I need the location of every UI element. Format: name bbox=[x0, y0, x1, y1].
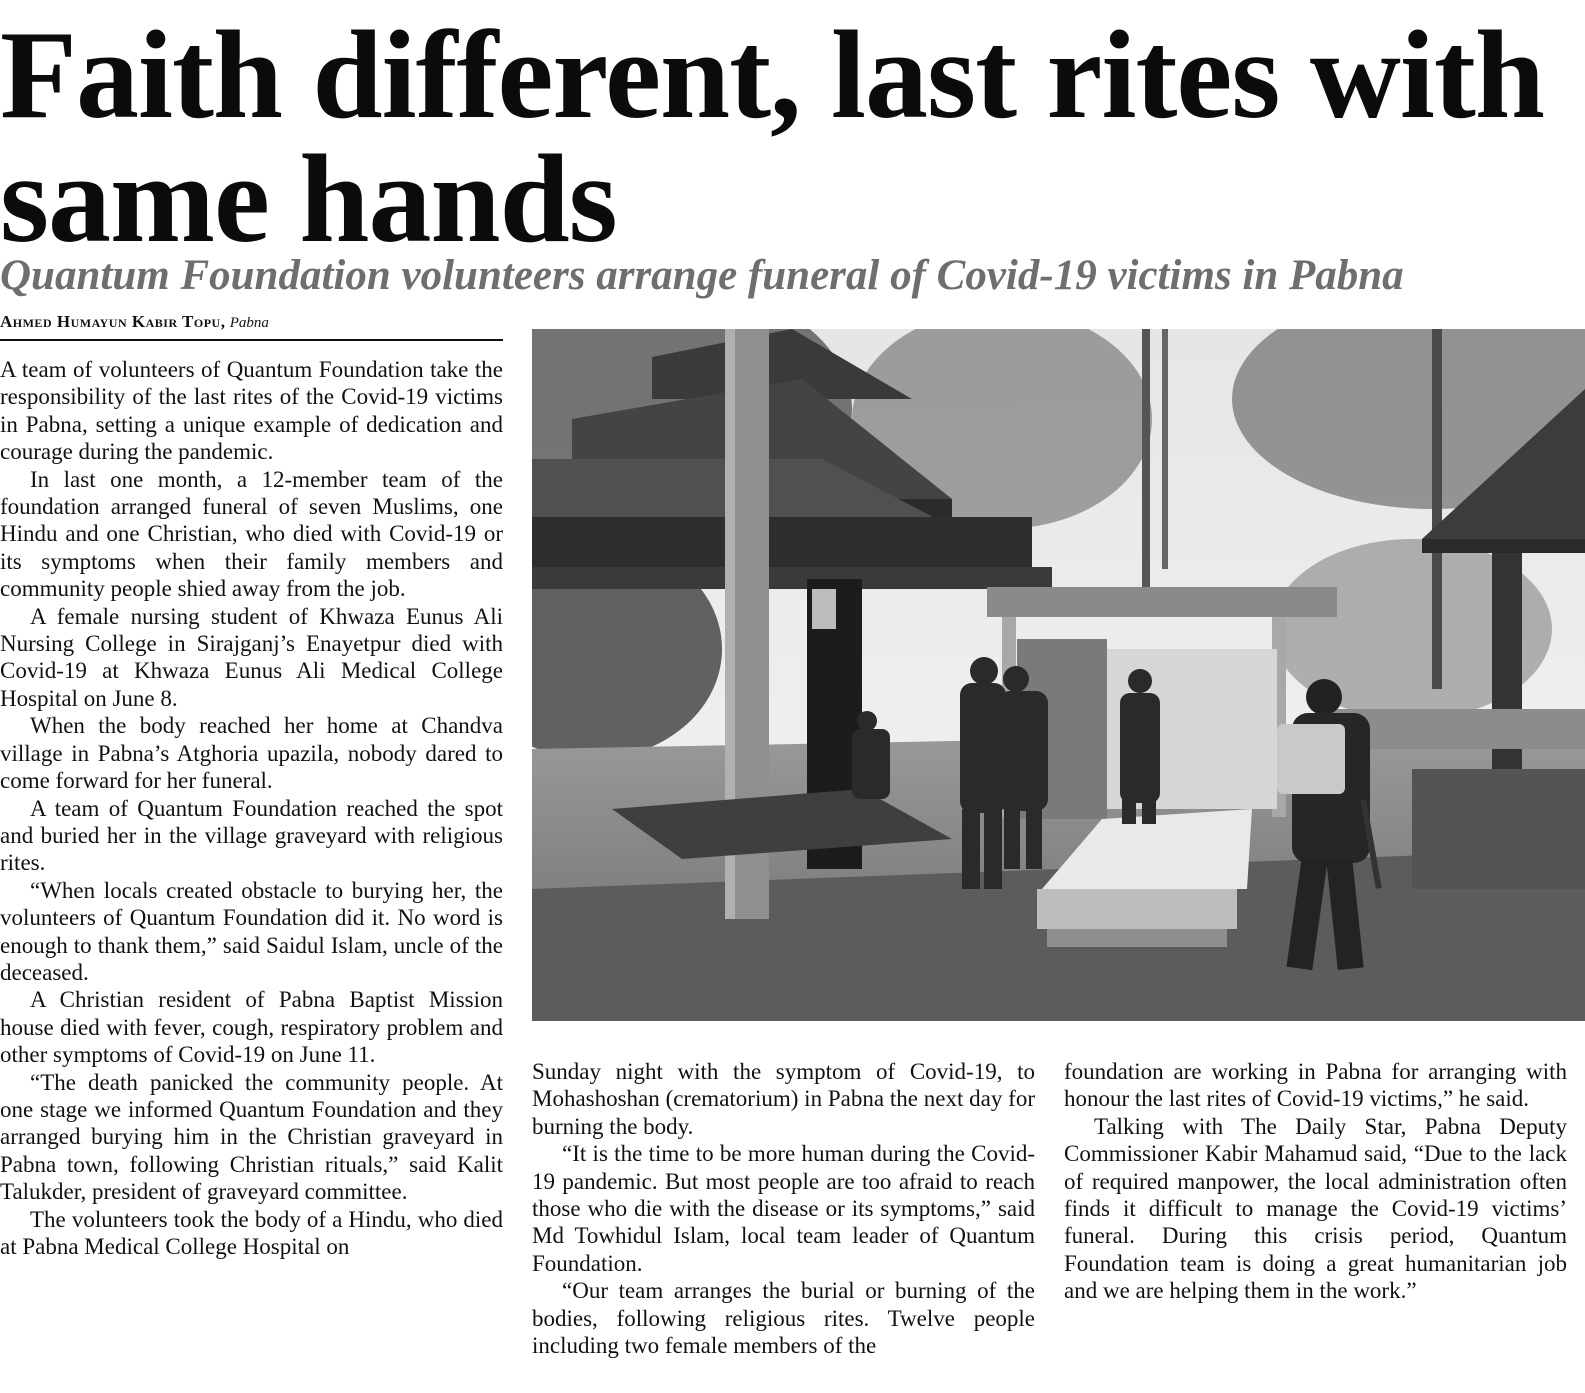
subheadline: Quantum Foundation volunteers arrange funeral of Covid-19 victims in Pabna bbox=[0, 252, 1404, 299]
article-column-1 bbox=[0, 356, 503, 1260]
headline-line-2: same hands bbox=[0, 130, 617, 269]
paragraph: A Christian resident of Pabna Baptist Mission house died with fever, cough, respiratory problem and other symptoms of Covid-19 on June 11. bbox=[0, 987, 503, 1068]
byline-author: Ahmed Humayun Kabir Topu, bbox=[0, 312, 226, 331]
paragraph: A team of volunteers of Quantum Foundation take the responsibility of the last rites of the Covid-19 victims in Pabna, setting a unique example of dedication and courage during the pandemic. bbox=[0, 357, 503, 465]
news-photo bbox=[532, 329, 1585, 1021]
paragraph: “The death panicked the community people. At one stage we informed Quantum Foundation and they arranged burying him in the Christian graveyard in Pabna town, following Christian rituals,” said Kalit Talukder, president of graveyard committee. bbox=[0, 1069, 503, 1205]
paragraph: Sunday night with the symptom of Covid-19, to Mohashoshan (crematorium) in Pabna the next day for burning the body. bbox=[532, 1059, 1035, 1139]
paragraph: “It is the time to be more human during the Covid-19 pandemic. But most people are too afraid to reach those who die with the disease or its symptoms,” said Md Towhidul Islam, local team leader of Quantum Foundation. bbox=[532, 1141, 1035, 1276]
paragraph: “Our team arranges the burial or burning of the bodies, following religious rites. Twelve people including two female members of the bbox=[532, 1278, 1035, 1359]
byline-location: Pabna bbox=[229, 315, 269, 331]
paragraph: The volunteers took the body of a Hindu, who died at Pabna Medical College Hospital on bbox=[0, 1206, 503, 1259]
article-column-2 bbox=[532, 1058, 1035, 1359]
paragraph: “When locals created obstacle to burying her, the volunteers of Quantum Foundation did it. No word is enough to thank them,” said Saidul Islam, uncle of the deceased. bbox=[0, 877, 503, 985]
headline bbox=[0, 6, 1580, 269]
article-column-3 bbox=[1064, 1058, 1567, 1305]
paragraph: A female nursing student of Khwaza Eunus Ali Nursing College in Sirajganj’s Enayetpur died with Covid-19 at Khwaza Eunus Ali Medical College Hospital on June 8. bbox=[0, 603, 503, 711]
paragraph: A team of Quantum Foundation reached the spot and buried her in the village graveyard with religious rites. bbox=[0, 795, 503, 876]
paragraph: In last one month, a 12-member team of the foundation arranged funeral of seven Muslims, one Hindu and one Christian, who died with Covid-19 or its symptoms when their family members and community people shied away from the job. bbox=[0, 466, 503, 602]
paragraph: When the body reached her home at Chandva village in Pabna’s Atghoria upazila, nobody dared to come forward for her funeral. bbox=[0, 713, 503, 794]
byline bbox=[0, 310, 503, 341]
headline-line-1: Faith different, last rites with bbox=[0, 6, 1544, 145]
paragraph: foundation are working in Pabna for arranging with honour the last rites of Covid-19 victims,” he said. bbox=[1064, 1059, 1567, 1112]
paragraph: Talking with The Daily Star, Pabna Deputy Commissioner Kabir Mahamud said, “Due to the lack of required manpower, the local administration often finds it difficult to manage the Covid-19 victims’ funeral. During this crisis period, Quantum Foundation team is doing a great humanitarian job and we are helping them in the work.” bbox=[1064, 1113, 1567, 1304]
photo-illustration bbox=[532, 329, 1585, 1021]
